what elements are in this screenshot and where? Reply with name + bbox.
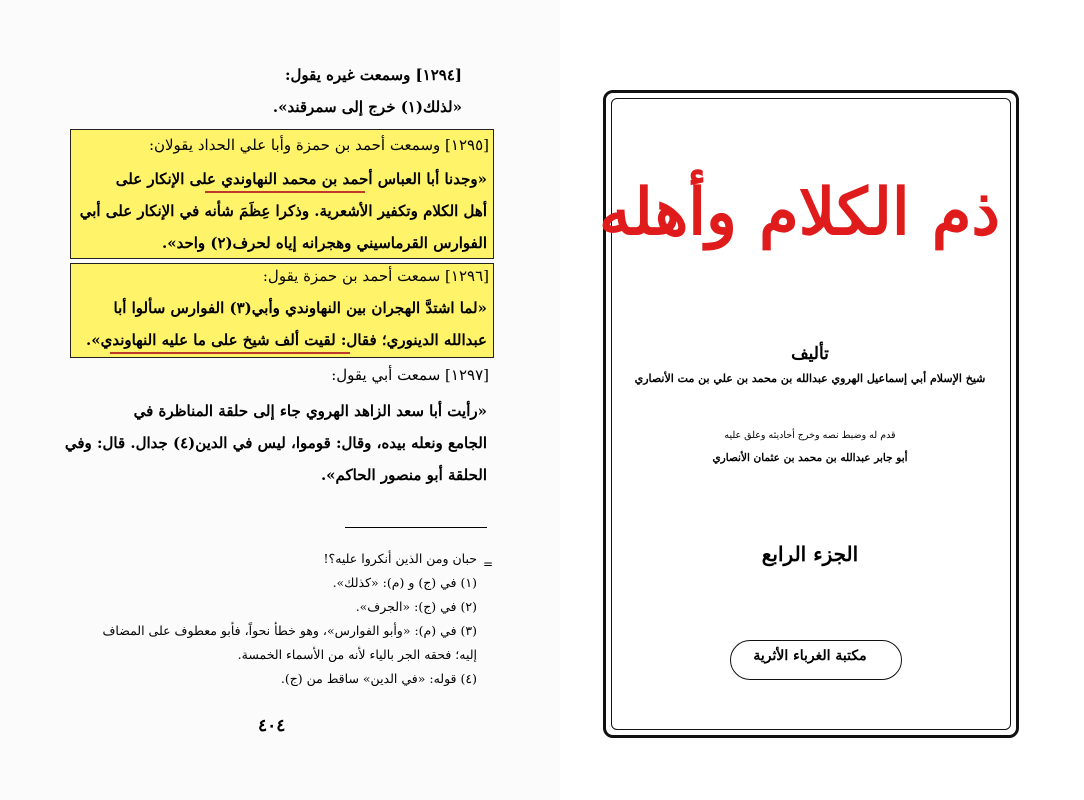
underline-name — [205, 191, 365, 193]
entry-1294-body: «لذلك(١) خرج إلى سمرقند». — [272, 98, 462, 116]
entry-1297-heading: [١٢٩٧] سمعت أبي يقول: — [331, 366, 489, 384]
underline-quote — [110, 352, 350, 354]
footnote-rule — [345, 527, 487, 528]
entry-1294-heading: [١٢٩٤] وسمعت غيره يقول: — [284, 66, 462, 84]
cover-volume: الجزء الرابع — [761, 542, 859, 566]
entry-1297-line-3: الحلقة أبو منصور الحاكم». — [320, 466, 487, 484]
footnote-continued: حبان ومن الذين أنكروا عليه؟! — [323, 551, 477, 566]
entry-1297-line-1: «رأيت أبا سعد الزاهد الهروي جاء إلى حلقة المناظرة في — [133, 402, 487, 420]
cover-title: ذم الكلام وأهله — [598, 175, 1000, 250]
footnote-1: (١) في (ج) و (م): «كذلك». — [332, 575, 477, 590]
entry-1295-line-1: «وجدنا أبا العباس أحمد بن محمد النهاوندي على الإنكار على — [115, 170, 487, 188]
entry-1297-line-2: الجامع ونعله بيده، وقال: قوموا، ليس في الدين(٤) جدال. قال: وفي — [64, 434, 487, 452]
entry-1295-line-2: أهل الكلام وتكفير الأشعرية. وذكرا عِظَمَ شأنه في الإنكار على أبي — [79, 202, 487, 220]
entry-1296-line-1: «لما اشتدَّ الهجران بين النهاوندي وأبي(٣) الفوارس سألوا أبا — [113, 299, 487, 317]
footnote-4: (٤) قوله: «في الدين» ساقط من (ج). — [280, 671, 477, 686]
cover-editor: أبو جابر عبدالله بن محمد بن عثمان الأنصاري — [712, 452, 908, 464]
entry-1295-line-3: الفوارس القرماسيني وهجرانه إياه لحرف(٢) واحد». — [161, 234, 487, 252]
footnote-2: (٢) في (ج): «الجرف». — [355, 599, 477, 614]
cover-editing-label: قدم له وضبط نصه وخرج أحاديثه وعلق عليه — [724, 430, 896, 441]
entry-1296-heading: [١٢٩٦] سمعت أحمد بن حمزة يقول: — [262, 267, 489, 285]
footnote-3-line-2: إليه؛ فحقه الجر بالياء لأنه من الأسماء الخمسة. — [237, 647, 477, 662]
entry-1296-line-2: عبدالله الدينوري؛ فقال: لقيت ألف شيخ على ما عليه النهاوندي». — [85, 331, 487, 349]
footnote-continuation-marker: = — [483, 557, 494, 571]
page-number: ٤٠٤ — [258, 716, 286, 736]
cover-publisher: مكتبة الغرباء الأثرية — [753, 648, 867, 664]
cover-by-label: تأليف — [791, 344, 829, 364]
cover-author: شيخ الإسلام أبي إسماعيل الهروي عبدالله بن محمد بن علي بن مت الأنصاري — [634, 372, 986, 385]
entry-1295-heading: [١٢٩٥] وسمعت أحمد بن حمزة وأبا علي الحداد يقولان: — [148, 136, 489, 154]
footnote-3-line-1: (٣) في (م): «وأبو الفوارس»، وهو خطأ نحواً، فأبو معطوف على المضاف — [102, 623, 477, 638]
